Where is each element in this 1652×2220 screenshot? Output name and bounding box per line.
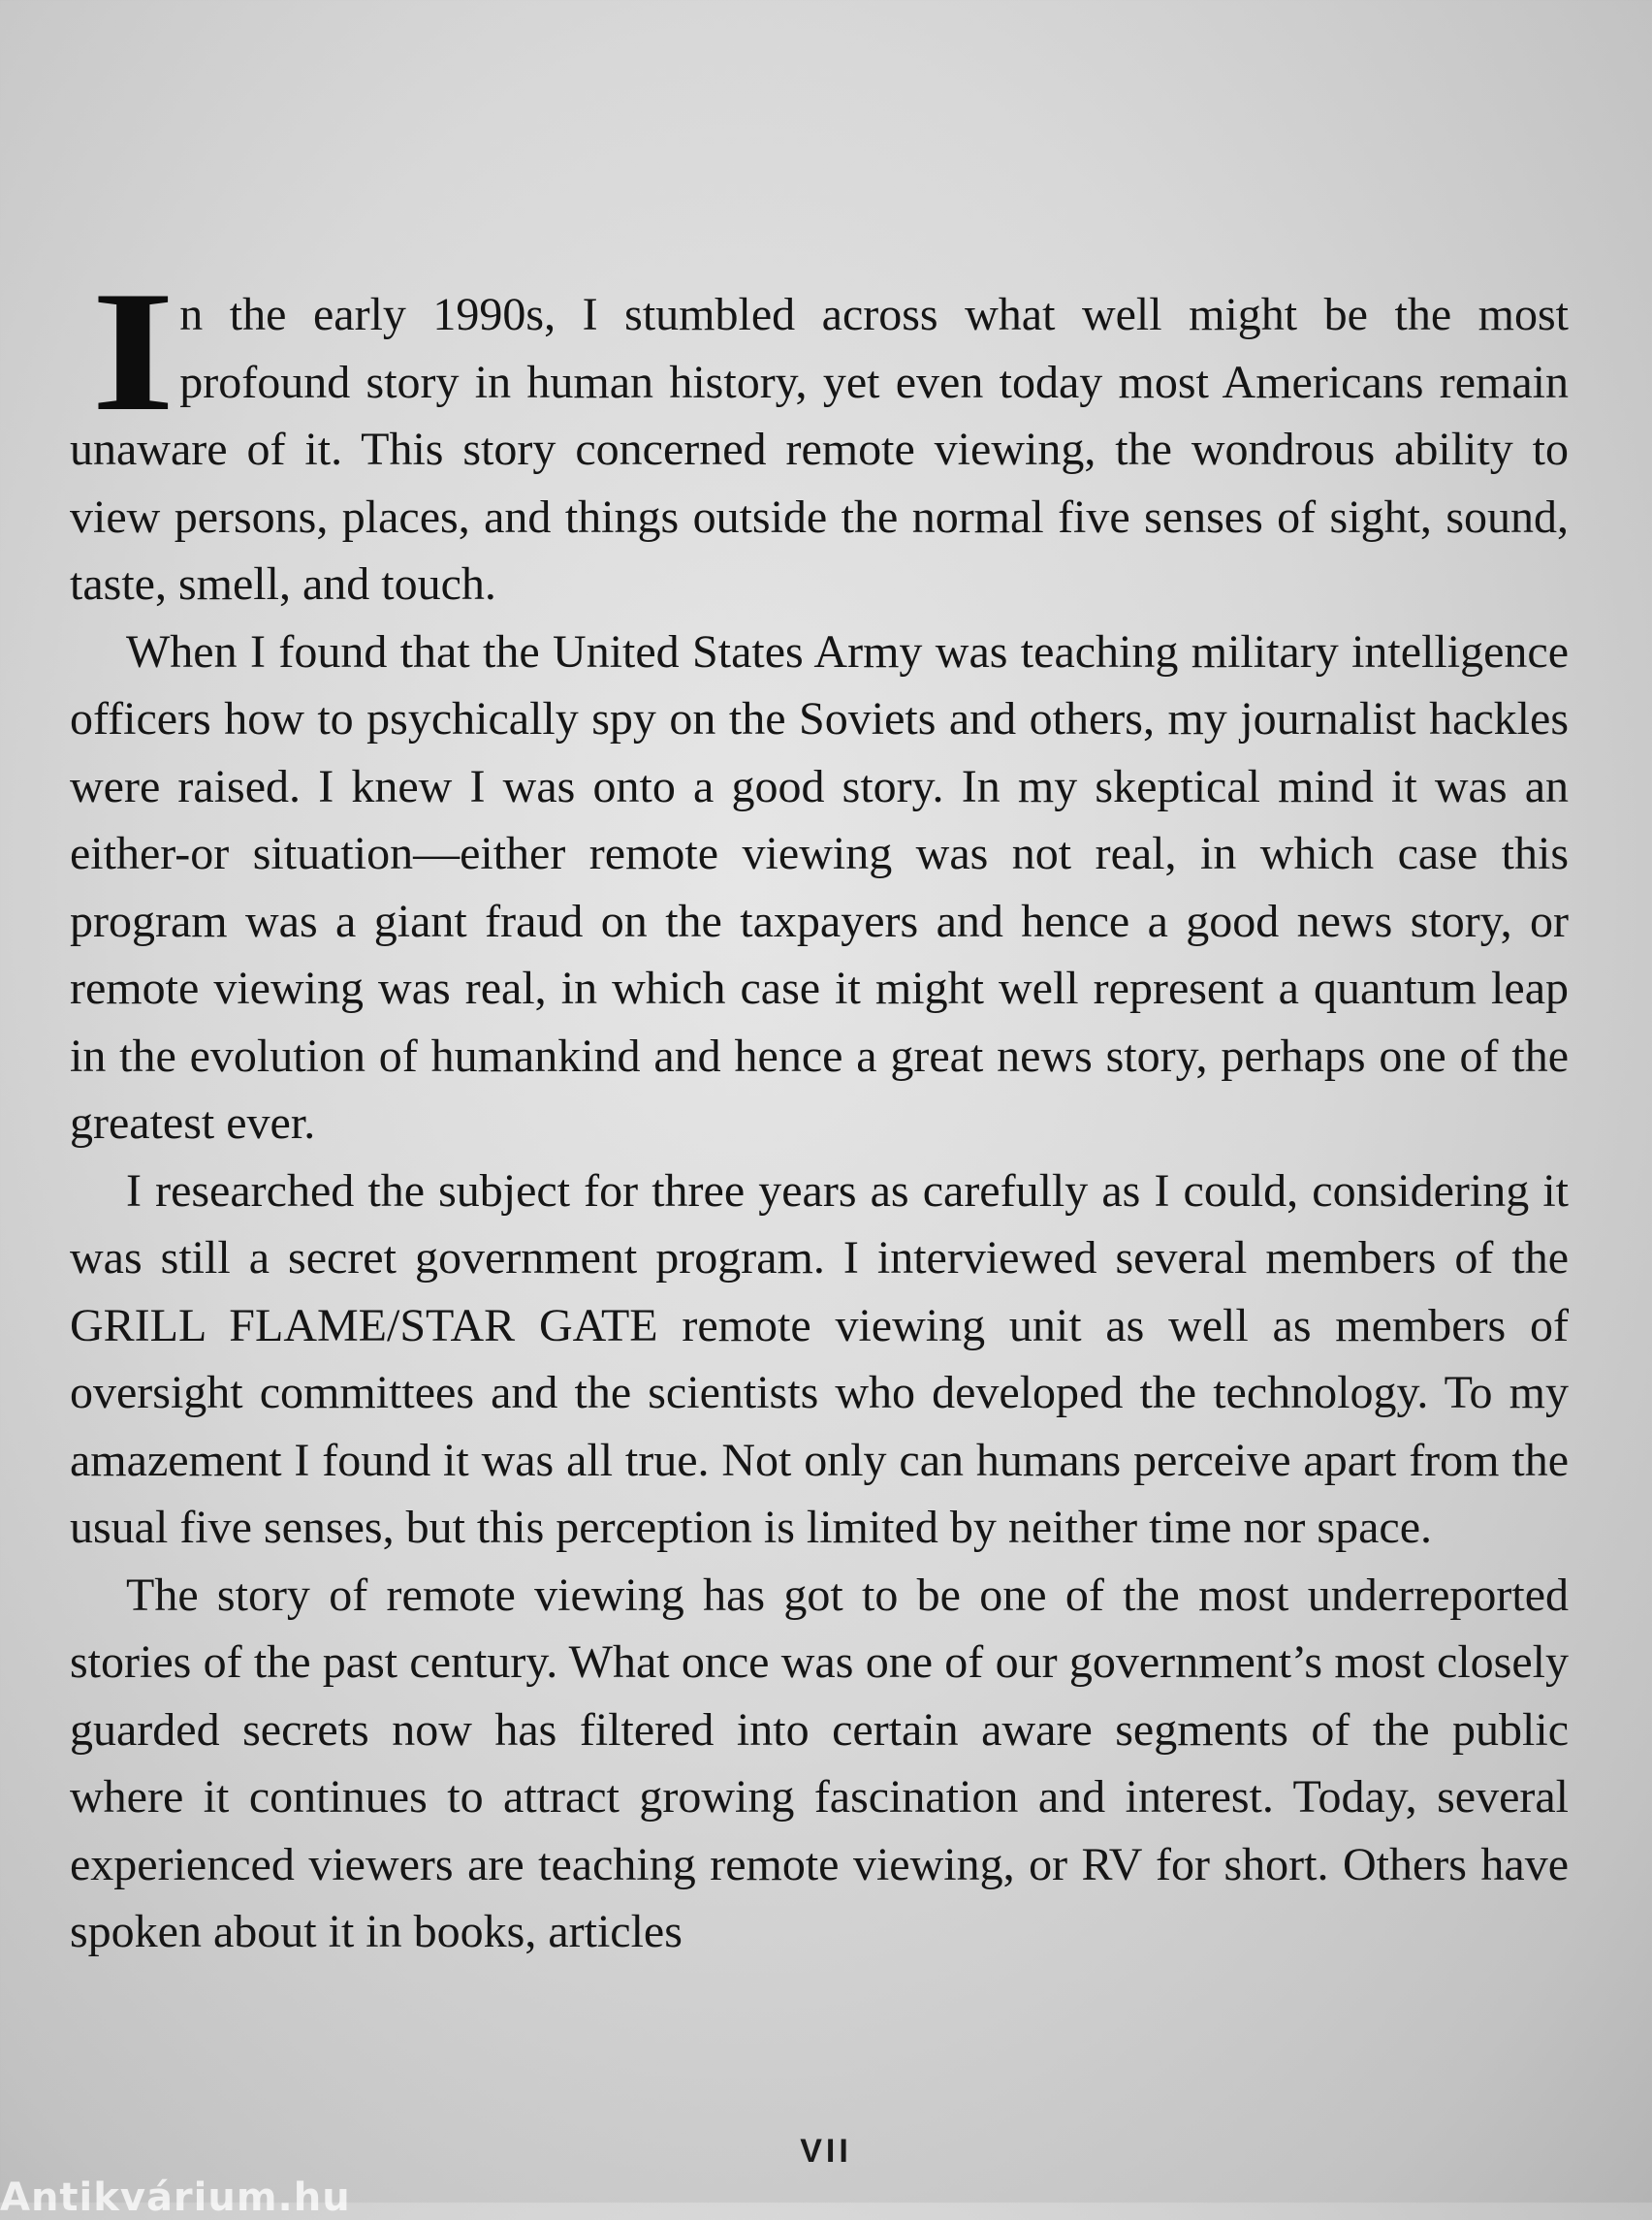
body-text <box>70 255 1569 1966</box>
paragraph-4: The story of remote viewing has got to be one of the most underreported stories of the past century. What once was one of our government’s most closely guarded secrets now has filtered into certain aware segments of the public where it continues to attract growing fascination and interest. Today, several experienced viewers are teaching remote viewing, or RV for short. Others have spoken about it in books, articles <box>70 1569 1569 1957</box>
bleed-through-text <box>68 0 1580 291</box>
paragraph-1 <box>70 255 1569 618</box>
paragraph-3: I researched the subject for three years as carefully as I could, considering it was still a secret government program. I interviewed several members of the GRILL FLAME/STAR GATE remote viewing unit as well as members of oversight committees and the scientists who developed the technology. To my amazement I found it was all true. Not only can humans perceive apart from the usual five senses, but this perception is limited by neither time nor space. <box>70 1164 1569 1553</box>
paragraph-2: When I found that the United States Army was teaching military intelligence officers how to psychically spy on the Soviets and others, my journalist hackles were raised. I knew I was onto a good story. In my skeptical mind it was an either-or situation—either remote viewing was not real, in which case this program was a giant fraud on the taxpayers and hence a good news story, or remote viewing was real, in which case it might well represent a quantum leap in the evolution of humankind and hence a great news story, perhaps one of the greatest ever. <box>70 625 1569 1149</box>
page-number: VII <box>800 2133 852 2170</box>
watermark: Antikvárium.hu <box>0 2175 351 2220</box>
paragraph-1-text: n the early 1990s, I stumbled across what well might be the most profound story in human history, yet even today most Americans remain unaware of it. This story concerned remote viewing, the wondrous ability to view persons, places, and things outside the normal five senses of sight, sound, taste, smell, and touch. <box>70 289 1569 610</box>
drop-cap: I <box>91 255 175 447</box>
